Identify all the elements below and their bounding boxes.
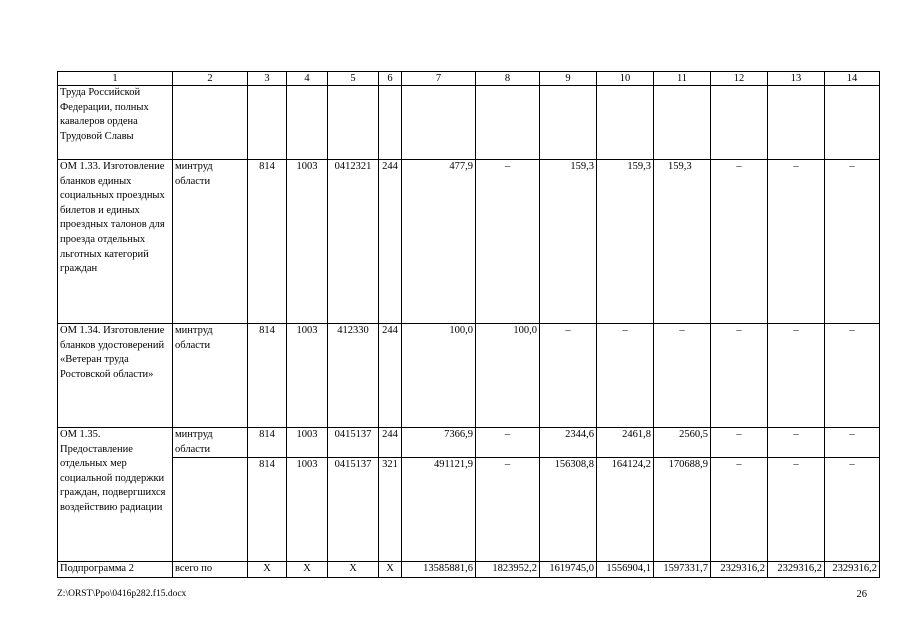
header-cell: 14 — [825, 72, 880, 86]
header-cell: 13 — [768, 72, 825, 86]
table-cell: 0415137 — [328, 428, 379, 458]
table-cell: Х — [379, 562, 402, 578]
table-cell: 164124,2 — [597, 458, 654, 562]
table-cell: 1003 — [287, 458, 328, 562]
table-cell: 814 — [248, 458, 287, 562]
table-cell: – — [540, 324, 597, 428]
table-cell: 2560,5 — [654, 428, 711, 458]
table-row — [58, 562, 880, 578]
table-cell: 100,0 — [402, 324, 476, 428]
table-cell: 159,3 — [597, 160, 654, 324]
page-number: 26 — [856, 589, 867, 600]
table-cell: 159,3 — [540, 160, 597, 324]
table-cell: 2344,6 — [540, 428, 597, 458]
table-cell: 159,3 — [654, 160, 711, 324]
table-row — [58, 160, 880, 324]
table-cell: Х — [328, 562, 379, 578]
table-cell: 0415137 — [328, 458, 379, 562]
table-cell: 321 — [379, 458, 402, 562]
table-cell: – — [711, 458, 768, 562]
table-cell: 2461,8 — [597, 428, 654, 458]
table-cell: 1823952,2 — [476, 562, 540, 578]
table-row — [58, 324, 880, 428]
table-cell: 13585881,6 — [402, 562, 476, 578]
table-cell: 2329316,2 — [768, 562, 825, 578]
header-cell: 9 — [540, 72, 597, 86]
table-cell: 477,9 — [402, 160, 476, 324]
table-cell: 0412321 — [328, 160, 379, 324]
table-cell: – — [597, 324, 654, 428]
header-cell: 5 — [328, 72, 379, 86]
header-cell: 7 — [402, 72, 476, 86]
footer-file-path: Z:\ORST\Ppo\0416p282.f15.docx — [57, 589, 187, 599]
table-cell: – — [825, 458, 880, 562]
table-cell: 170688,9 — [654, 458, 711, 562]
header-cell: 3 — [248, 72, 287, 86]
header-cell: 12 — [711, 72, 768, 86]
executor-cell: минтруд области — [173, 160, 248, 324]
header-cell: 2 — [173, 72, 248, 86]
table-cell: 814 — [248, 324, 287, 428]
table-row — [58, 458, 880, 562]
table-cell: 1556904,1 — [597, 562, 654, 578]
table-cell: – — [476, 428, 540, 458]
table-cell: 100,0 — [476, 324, 540, 428]
executor-cell: минтруд области — [173, 324, 248, 428]
table-cell: 1003 — [287, 428, 328, 458]
header-row — [58, 72, 880, 86]
table-cell: 412330 — [328, 324, 379, 428]
table-cell: 244 — [379, 428, 402, 458]
header-cell: 8 — [476, 72, 540, 86]
table-cell: 1597331,7 — [654, 562, 711, 578]
table-cell: – — [476, 160, 540, 324]
table-cell: – — [825, 428, 880, 458]
table-cell: 814 — [248, 160, 287, 324]
table-cell: 244 — [379, 160, 402, 324]
table-cell: Х — [248, 562, 287, 578]
executor-cell: всего по — [173, 562, 248, 578]
table-cell: – — [476, 458, 540, 562]
header-cell: 6 — [379, 72, 402, 86]
measure-name-cell: ОМ 1.34. Изготовление бланков удостоверений «Ветеран труда Ростовской области» — [58, 324, 173, 428]
table-row — [58, 428, 880, 458]
measure-name-cell: ОМ 1.33. Изготовление бланков единых социальных проездных билетов и единых проездных талонов для проезда отдельных льготных категорий граждан — [58, 160, 173, 324]
table-cell: – — [711, 428, 768, 458]
measure-name-cell: Подпрограмма 2 — [58, 562, 173, 578]
executor-cell: минтруд области — [173, 428, 248, 458]
table-cell: 7366,9 — [402, 428, 476, 458]
table-cell: 1003 — [287, 324, 328, 428]
table-cell: 2329316,2 — [711, 562, 768, 578]
table-cell: 244 — [379, 324, 402, 428]
table-cell: 1003 — [287, 160, 328, 324]
table-cell: 156308,8 — [540, 458, 597, 562]
table-row — [58, 86, 880, 160]
measure-name-cell: Труда Российской Федерации, полных кавалеров ордена Трудовой Славы — [58, 86, 173, 160]
measure-name-cell: ОМ 1.35. Предоставление отдельных мер социальной поддержки граждан, подвергшихся воздействию радиации — [58, 428, 173, 562]
table-cell: 2329316,2 — [825, 562, 880, 578]
table-cell: – — [825, 160, 880, 324]
header-cell: 1 — [58, 72, 173, 86]
table-cell: – — [768, 458, 825, 562]
header-cell: 11 — [654, 72, 711, 86]
table-cell: – — [768, 324, 825, 428]
table-cell: Х — [287, 562, 328, 578]
table-cell: 1619745,0 — [540, 562, 597, 578]
table-cell: – — [768, 160, 825, 324]
header-cell: 10 — [597, 72, 654, 86]
table-cell: 491121,9 — [402, 458, 476, 562]
table-cell: – — [654, 324, 711, 428]
table-cell: – — [711, 160, 768, 324]
table-cell: 814 — [248, 428, 287, 458]
table-cell: – — [711, 324, 768, 428]
table-cell: – — [768, 428, 825, 458]
budget-table — [57, 71, 880, 578]
table-cell: – — [825, 324, 880, 428]
header-cell: 4 — [287, 72, 328, 86]
